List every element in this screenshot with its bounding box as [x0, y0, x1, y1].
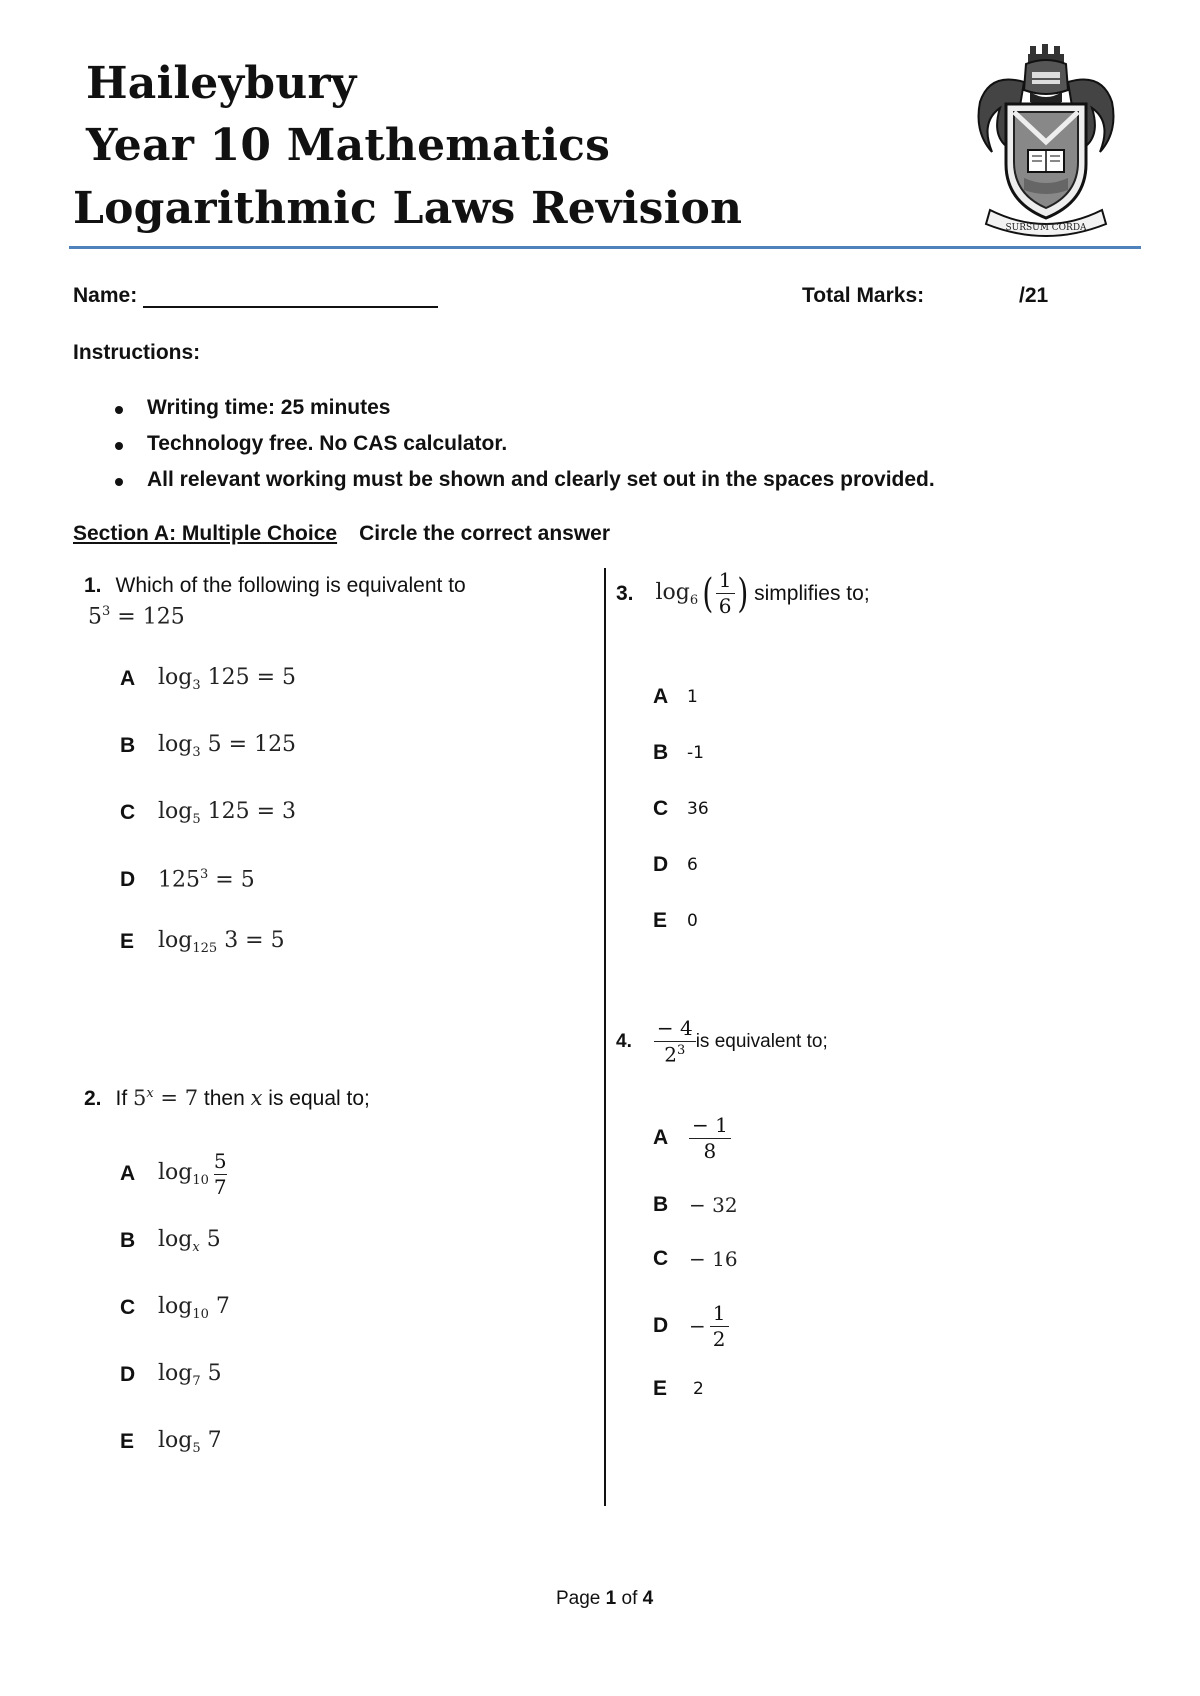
- section-title: Section A: Multiple Choice: [73, 522, 338, 545]
- option-d[interactable]: D $125^3 = 5$: [120, 867, 255, 893]
- option-a[interactable]: A $\log_3 125 = 5$: [120, 665, 297, 693]
- option-d[interactable]: D $\log_7 5$: [120, 1361, 222, 1389]
- school-title: Haileybury: [86, 58, 357, 109]
- option-c[interactable]: C 36: [653, 797, 709, 820]
- question-3-options: [653, 680, 709, 938]
- list-item: Writing time: 25 minutes: [73, 396, 935, 432]
- question-2-options: [120, 1144, 230, 1459]
- course-title: Year 10 Mathematics: [86, 120, 611, 171]
- question-1-options: [120, 662, 296, 959]
- list-item: Technology free. No CAS calculator.: [73, 432, 935, 468]
- option-b[interactable]: B -1: [653, 741, 704, 764]
- option-b[interactable]: B $\log_3 5 = 125$: [120, 732, 297, 760]
- option-e[interactable]: E $\log_{125} 3 = 5$: [120, 928, 285, 956]
- question-4-options: [653, 1108, 738, 1406]
- question-2-prompt: 2. If $5^x = 7$ then x is equal to;: [84, 1086, 370, 1110]
- page-footer: Page 1 of 4: [556, 1588, 654, 1609]
- option-e[interactable]: E 2: [653, 1377, 704, 1400]
- option-c[interactable]: C $\log_{10} 7$: [120, 1294, 230, 1322]
- total-marks-label: Total Marks:: [802, 284, 925, 307]
- instructions-heading: Instructions:: [73, 341, 201, 364]
- column-divider: [604, 568, 606, 1506]
- name-input-line[interactable]: [143, 284, 438, 308]
- page-title: Logarithmic Laws Revision: [73, 183, 743, 234]
- crest-motto: SURSUM CORDA: [1005, 223, 1087, 233]
- question-4-prompt: 4. $\frac{- 4}{2^3}$ is equivalent to;: [616, 1016, 828, 1067]
- name-field[interactable]: [73, 284, 438, 308]
- option-b[interactable]: B $\log_x 5$: [120, 1227, 221, 1255]
- section-subtitle: Circle the correct answer: [359, 522, 611, 545]
- option-a[interactable]: A $\frac{- 1}{8}$: [653, 1108, 738, 1168]
- question-1-expression: $5^3 = 125$: [88, 604, 185, 630]
- question-3-prompt: 3. $\log_6$ ( $\frac{1}{6}$ ) simplifies to;: [616, 568, 870, 618]
- question-text: Which of the following is equivalent to: [115, 574, 466, 597]
- option-e[interactable]: E $\log_5 7$: [120, 1428, 222, 1456]
- option-c[interactable]: C $\log_5 125 = 3$: [120, 799, 297, 827]
- total-marks-value: /21: [1019, 284, 1049, 307]
- option-c[interactable]: C − 16: [653, 1247, 738, 1271]
- option-d[interactable]: D 6: [653, 853, 698, 876]
- school-crest-icon: [970, 42, 1120, 242]
- option-b[interactable]: B − 32: [653, 1193, 738, 1217]
- instructions-list: [73, 396, 935, 504]
- question-1-prompt: [84, 574, 466, 598]
- list-item: All relevant working must be shown and clearly set out in the spaces provided.: [73, 468, 935, 504]
- header-rule: [69, 246, 1141, 249]
- section-heading: [73, 522, 610, 546]
- option-d[interactable]: D − $\frac{1}{2}$: [653, 1296, 738, 1356]
- option-e[interactable]: E 0: [653, 909, 698, 932]
- option-a[interactable]: A $\log_{10}$ $\frac{5}{7}$: [120, 1148, 227, 1199]
- question-number: 1.: [84, 574, 102, 597]
- option-a[interactable]: A 1: [653, 685, 698, 708]
- name-label: Name:: [73, 284, 138, 307]
